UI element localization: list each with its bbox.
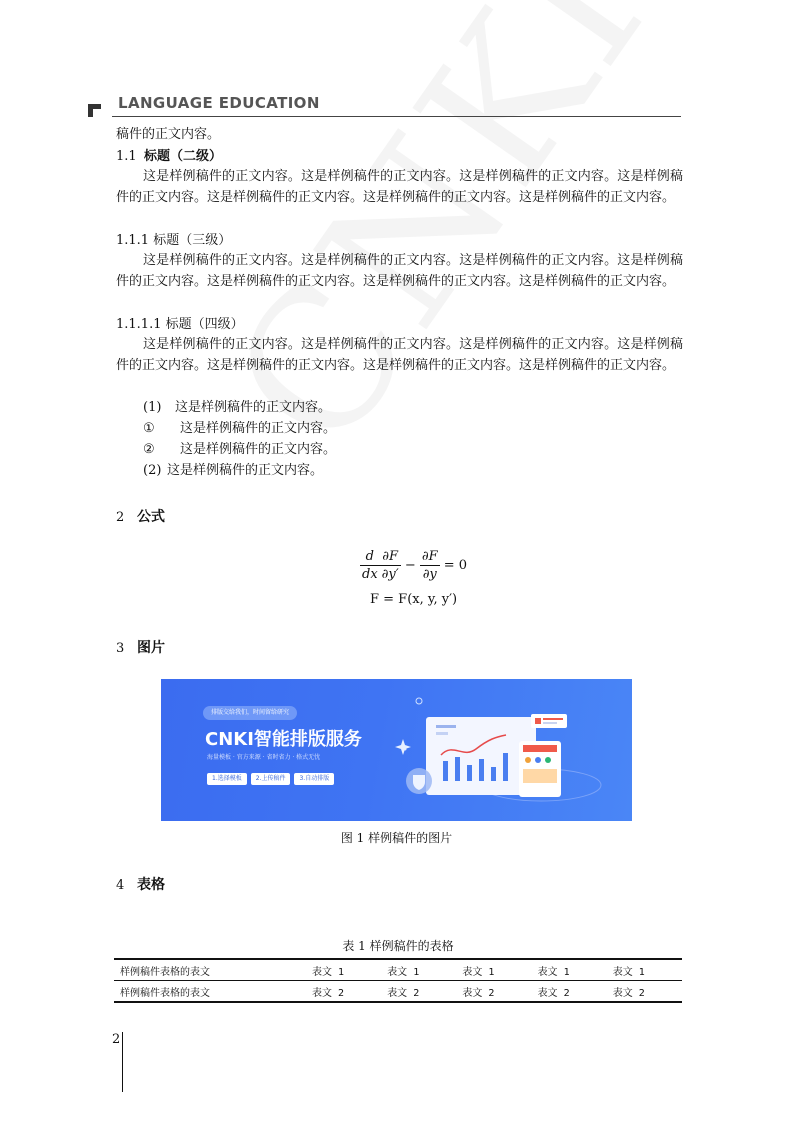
table-row bbox=[114, 981, 682, 1003]
fraction: $\frac{\partial F}{\partial y'}$ bbox=[381, 549, 399, 582]
table-cell: 表文 1 bbox=[306, 959, 381, 981]
list-marker: ② bbox=[143, 442, 155, 457]
table-caption: 表 1 样例稿件的表格 bbox=[342, 939, 454, 953]
heading-level-3: 1.1.1 标题（三级） bbox=[116, 233, 232, 248]
list-text: 这是样例稿件的正文内容。 bbox=[180, 421, 337, 436]
list-item bbox=[143, 460, 323, 481]
dashboard-illustration bbox=[391, 687, 631, 821]
heading-level-4: 1.1.1.1 标题（四级） bbox=[116, 317, 244, 332]
list-item bbox=[143, 418, 336, 439]
step-chip: 3.自动排版 bbox=[294, 773, 334, 785]
banner-slogan-pill: 排版交给我们，时间留给研究 bbox=[203, 706, 297, 720]
table-cell: 表文 2 bbox=[532, 981, 607, 1003]
paragraph: 这是样例稿件的正文内容。这是样例稿件的正文内容。这是样例稿件的正文内容。这是样例稿件的正文内容。这是样例稿件的正文内容。这是样例稿件的正文内容。这是样例稿件的正文内容。 bbox=[116, 169, 683, 205]
table-cell: 表文 1 bbox=[456, 959, 531, 981]
table-cell: 表文 1 bbox=[607, 959, 682, 981]
footer-rule bbox=[122, 1032, 123, 1092]
list-text: 这是样例稿件的正文内容。 bbox=[180, 442, 337, 457]
table-cell: 表文 2 bbox=[607, 981, 682, 1003]
list-marker: (2) bbox=[143, 463, 162, 478]
list-marker: ① bbox=[143, 421, 155, 436]
header-rule bbox=[112, 116, 681, 117]
table-cell: 样例稿件表格的表文 bbox=[114, 981, 306, 1003]
table-cell: 表文 1 bbox=[532, 959, 607, 981]
section-title: 表格 bbox=[137, 877, 165, 893]
section-heading bbox=[116, 637, 165, 657]
page-number: 2 bbox=[112, 1032, 121, 1047]
fraction: $\frac{d}{dx}$ bbox=[362, 549, 378, 582]
section-number: 4 bbox=[116, 878, 125, 893]
cnki-service-banner bbox=[161, 679, 632, 821]
paragraph: 这是样例稿件的正文内容。这是样例稿件的正文内容。这是样例稿件的正文内容。这是样例稿件的正文内容。这是样例稿件的正文内容。这是样例稿件的正文内容。这是样例稿件的正文内容。 bbox=[116, 337, 683, 373]
table-cell: 样例稿件表格的表文 bbox=[114, 959, 306, 981]
figure-caption: 图 1 样例稿件的图片 bbox=[340, 831, 453, 845]
journal-header-title: LANGUAGE EDUCATION bbox=[118, 94, 320, 112]
section-heading bbox=[116, 874, 165, 894]
step-chip: 1.选择模板 bbox=[207, 773, 247, 785]
paragraph-continuation: 稿件的正文内容。 bbox=[116, 127, 221, 142]
list-item bbox=[143, 439, 336, 460]
heading-text: 标题（二级） bbox=[144, 149, 223, 164]
heading-level-2 bbox=[116, 146, 222, 167]
banner-steps bbox=[207, 773, 334, 785]
list-text: 这是样例稿件的正文内容。 bbox=[175, 400, 332, 415]
section-heading bbox=[116, 506, 165, 526]
section-number: 3 bbox=[116, 641, 125, 656]
equation-definition: F = F(x, y, y′) bbox=[370, 592, 458, 607]
list-marker: (1) bbox=[143, 400, 162, 415]
header-corner-mark bbox=[88, 104, 101, 117]
table-cell: 表文 2 bbox=[381, 981, 456, 1003]
paragraph: 这是样例稿件的正文内容。这是样例稿件的正文内容。这是样例稿件的正文内容。这是样例稿件的正文内容。这是样例稿件的正文内容。这是样例稿件的正文内容。这是样例稿件的正文内容。 bbox=[116, 253, 683, 289]
table-cell: 表文 2 bbox=[306, 981, 381, 1003]
table-row bbox=[114, 959, 682, 981]
table-cell: 表文 1 bbox=[381, 959, 456, 981]
section-title: 图片 bbox=[137, 640, 165, 656]
heading-number: 1.1 bbox=[116, 149, 137, 164]
section-title: 公式 bbox=[137, 509, 165, 525]
equation-euler-lagrange: $\frac{d}{dx}$ $\frac{\partial F}{\partial y'}$ − $\frac{\partial F}{\partial y}$ = 0 bbox=[362, 549, 468, 582]
list-item bbox=[143, 397, 331, 418]
banner-title: CNKI智能排版服务 bbox=[205, 729, 362, 750]
sample-table bbox=[114, 958, 682, 1003]
list-text: 这是样例稿件的正文内容。 bbox=[167, 463, 324, 478]
banner-subtitle: 海量模板 · 官方来源 · 省时省力 · 格式无忧 bbox=[207, 754, 321, 761]
fraction: $\frac{\partial F}{\partial y}$ bbox=[421, 549, 438, 582]
section-number: 2 bbox=[116, 510, 125, 525]
table-cell: 表文 2 bbox=[456, 981, 531, 1003]
step-chip: 2.上传稿件 bbox=[251, 773, 291, 785]
